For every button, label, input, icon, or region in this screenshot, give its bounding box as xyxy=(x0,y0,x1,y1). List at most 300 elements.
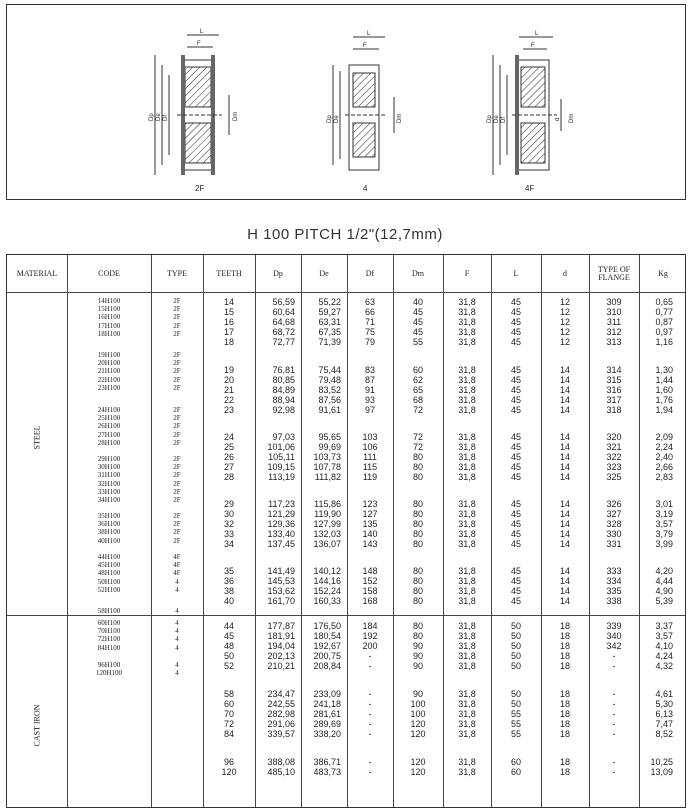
cell-de: 180,54 xyxy=(313,631,341,641)
type-block xyxy=(151,607,203,615)
cell-de: 281,61 xyxy=(313,709,341,719)
cell-l: 45 xyxy=(510,539,521,549)
cell-de: 127,99 xyxy=(313,519,341,529)
cell-d: 14 xyxy=(559,365,570,375)
code: 16H100 xyxy=(97,313,121,322)
cell-dp: 141,49 xyxy=(267,566,295,576)
cell-kg: 3,19 xyxy=(655,509,673,519)
cell-de: 115,86 xyxy=(314,499,341,509)
column-l xyxy=(491,297,541,347)
cell-d: 18 xyxy=(559,757,570,767)
cell-teeth: 35 xyxy=(223,566,234,576)
cell-l: 50 xyxy=(510,641,521,651)
cell-df: 87 xyxy=(364,375,375,385)
cell-flange: 323 xyxy=(606,462,622,472)
cell-kg: 3,57 xyxy=(655,519,673,529)
cell-flange: - xyxy=(612,757,616,767)
cell-d: 14 xyxy=(559,442,570,452)
code-block xyxy=(67,406,151,447)
cell-flange: 326 xyxy=(606,499,622,509)
cell-dp: 105,11 xyxy=(268,452,295,462)
cell-kg: 2,24 xyxy=(655,442,673,452)
type-block xyxy=(151,406,203,447)
cell-kg: 6,13 xyxy=(655,709,673,719)
column-flange xyxy=(589,689,639,739)
cell-dp: 177,87 xyxy=(267,621,295,631)
material-cast-iron: CAST IRON xyxy=(32,704,42,747)
cell-teeth: 32 xyxy=(223,519,234,529)
column-flange xyxy=(589,297,639,347)
code: 50H100 xyxy=(97,577,121,586)
cell-teeth: 34 xyxy=(223,539,234,549)
cell-d: 18 xyxy=(559,641,570,651)
cell-dm: 90 xyxy=(412,641,423,651)
pulley-spec-table xyxy=(6,254,686,808)
type: 2F xyxy=(173,455,181,463)
code: 26H100 xyxy=(97,422,121,431)
cell-teeth: 36 xyxy=(223,576,234,586)
column-flange xyxy=(589,499,639,549)
cell-d: 12 xyxy=(559,307,570,317)
cell-df: - xyxy=(368,757,372,767)
column-kg xyxy=(639,432,687,482)
cell-teeth: 28 xyxy=(223,472,234,482)
cell-l: 50 xyxy=(510,689,521,699)
cell-l: 55 xyxy=(510,719,521,729)
cell-l: 50 xyxy=(510,699,521,709)
code: 27H100 xyxy=(97,430,121,439)
dim-L: L xyxy=(367,31,371,37)
header-code: CODE xyxy=(98,268,120,278)
column-flange xyxy=(589,757,639,777)
cell-d: 14 xyxy=(559,462,570,472)
type: 2F xyxy=(173,351,181,359)
column-d xyxy=(541,689,589,739)
cell-kg: 2,40 xyxy=(655,452,673,462)
code: 36H100 xyxy=(97,520,121,529)
cell-dm: 120 xyxy=(410,767,426,777)
cell-flange: - xyxy=(612,767,616,777)
cell-flange: 321 xyxy=(606,442,622,452)
cell-kg: 3,01 xyxy=(655,499,673,509)
header-dm: Dm xyxy=(412,268,424,278)
column-dp xyxy=(255,432,301,482)
cell-de: 107,78 xyxy=(313,462,341,472)
cell-l: 45 xyxy=(510,596,521,606)
cell-dp: 109,15 xyxy=(267,462,295,472)
cell-de: 59,27 xyxy=(318,307,341,317)
cell-df: 135 xyxy=(362,519,378,529)
column-l xyxy=(491,432,541,482)
cell-df: 158 xyxy=(362,586,378,596)
caption-4: 4 xyxy=(363,184,368,193)
cell-f: 31,8 xyxy=(458,709,476,719)
cell-flange: 315 xyxy=(606,375,622,385)
cell-de: 233,09 xyxy=(313,689,341,699)
dim-L: L xyxy=(200,29,204,35)
cell-de: 132,03 xyxy=(313,529,341,539)
cell-d: 14 xyxy=(559,499,570,509)
material-steel: STEEL xyxy=(32,425,42,450)
cell-kg: 10,25 xyxy=(650,757,673,767)
cell-df: 103 xyxy=(362,432,378,442)
column-de xyxy=(301,499,347,549)
cell-de: 338,20 xyxy=(313,729,341,739)
cell-teeth: 48 xyxy=(223,641,234,651)
column-teeth xyxy=(203,365,255,415)
cell-f: 31,8 xyxy=(458,499,476,509)
header-type: TYPE xyxy=(167,268,187,278)
cell-f: 31,8 xyxy=(458,385,476,395)
cell-teeth: 72 xyxy=(223,719,234,729)
code: 29H100 xyxy=(97,455,121,463)
cell-l: 55 xyxy=(510,729,521,739)
cell-de: 99,69 xyxy=(318,442,341,452)
cell-kg: 4,10 xyxy=(655,641,673,651)
column-l xyxy=(491,621,541,671)
code: 23H100 xyxy=(97,383,121,392)
cell-de: 140,12 xyxy=(313,566,341,576)
cell-df: 79 xyxy=(364,337,375,347)
column-l xyxy=(491,365,541,415)
cell-flange: 318 xyxy=(606,405,622,415)
code: 120H100 xyxy=(95,669,123,678)
column-f xyxy=(443,566,491,606)
cell-df: 148 xyxy=(362,566,378,576)
column-flange xyxy=(589,432,639,482)
type: 4F xyxy=(173,561,181,570)
column-de xyxy=(301,566,347,606)
cell-dm: 120 xyxy=(410,719,426,729)
cell-f: 31,8 xyxy=(458,442,476,452)
cell-f: 31,8 xyxy=(458,566,476,576)
column-df xyxy=(347,566,393,606)
type: 4 xyxy=(175,607,179,615)
cell-dp: 388,08 xyxy=(267,757,295,767)
diagram-4f xyxy=(487,31,575,193)
cell-kg: 13,09 xyxy=(650,767,673,777)
code: 35H100 xyxy=(97,512,121,520)
cell-flange: 314 xyxy=(606,365,622,375)
code-block xyxy=(67,455,151,504)
cell-de: 111,82 xyxy=(314,472,341,482)
code: 28H100 xyxy=(97,438,121,447)
type: 2F xyxy=(173,375,181,384)
cell-flange: 317 xyxy=(606,395,622,405)
cell-d: 14 xyxy=(559,539,570,549)
cell-dp: 56,59 xyxy=(272,297,295,307)
cell-df: - xyxy=(368,699,372,709)
cell-dm: 100 xyxy=(410,699,426,709)
cell-dm: 40 xyxy=(412,297,423,307)
dim-L: L xyxy=(535,31,539,37)
cell-kg: 4,61 xyxy=(655,689,673,699)
cell-flange: 334 xyxy=(606,576,622,586)
cell-d: 14 xyxy=(559,529,570,539)
cell-teeth: 120 xyxy=(221,767,237,777)
dim-Df: Df xyxy=(163,115,169,121)
cell-flange: 331 xyxy=(606,539,622,549)
cell-d: 14 xyxy=(559,596,570,606)
cell-dm: 80 xyxy=(412,462,423,472)
page-title: H 100 PITCH 1/2"(12,7mm) xyxy=(247,226,443,243)
cell-f: 31,8 xyxy=(458,529,476,539)
column-kg xyxy=(639,365,687,415)
cell-de: 63,31 xyxy=(318,317,341,327)
cell-l: 45 xyxy=(510,375,521,385)
cell-teeth: 44 xyxy=(223,621,234,631)
column-dm xyxy=(393,689,443,739)
dim-Df: Df xyxy=(501,117,507,123)
cell-f: 31,8 xyxy=(458,297,476,307)
header-l: L xyxy=(513,268,519,278)
cell-dp: 80,85 xyxy=(272,375,295,385)
cell-d: 18 xyxy=(559,729,570,739)
cell-dp: 84,89 xyxy=(272,385,295,395)
type: 4F xyxy=(173,569,181,578)
column-l xyxy=(491,757,541,777)
cell-dm: 120 xyxy=(410,729,426,739)
cell-l: 45 xyxy=(510,297,521,307)
cell-d: 14 xyxy=(559,586,570,596)
code: 48H100 xyxy=(97,569,121,578)
cell-kg: 5,39 xyxy=(655,596,673,606)
type: 2F xyxy=(173,479,181,488)
type: 4 xyxy=(175,627,179,636)
cell-teeth: 60 xyxy=(223,699,234,709)
cell-kg: 0,87 xyxy=(655,317,673,327)
code-block xyxy=(67,661,151,677)
cell-d: 12 xyxy=(559,317,570,327)
cell-teeth: 70 xyxy=(223,709,234,719)
cell-df: - xyxy=(368,709,372,719)
cell-f: 31,8 xyxy=(458,462,476,472)
cell-kg: 3,79 xyxy=(655,529,673,539)
cell-flange: - xyxy=(612,689,616,699)
header-de: De xyxy=(319,268,329,278)
code: 24H100 xyxy=(97,406,121,414)
code: 45H100 xyxy=(97,561,121,570)
column-df xyxy=(347,689,393,739)
cell-l: 45 xyxy=(510,385,521,395)
type: 2F xyxy=(173,536,181,545)
cell-dp: 210,21 xyxy=(267,661,295,671)
type: 2F xyxy=(173,305,181,314)
column-de xyxy=(301,297,347,347)
cell-f: 31,8 xyxy=(458,405,476,415)
cell-l: 45 xyxy=(510,509,521,519)
column-flange xyxy=(589,566,639,606)
cell-l: 45 xyxy=(510,586,521,596)
column-dp xyxy=(255,499,301,549)
cell-df: - xyxy=(368,767,372,777)
cell-teeth: 27 xyxy=(223,462,234,472)
cell-dm: 90 xyxy=(412,689,423,699)
type: 2F xyxy=(173,487,181,496)
pulley-diagram-panel xyxy=(6,4,686,200)
cell-dp: 291,06 xyxy=(267,719,295,729)
cell-l: 50 xyxy=(510,631,521,641)
type: 2F xyxy=(173,520,181,529)
column-dm xyxy=(393,297,443,347)
cell-l: 45 xyxy=(510,405,521,415)
cell-l: 50 xyxy=(510,651,521,661)
column-f xyxy=(443,689,491,739)
code: 25H100 xyxy=(97,414,121,423)
caption-4f: 4F xyxy=(525,184,535,193)
cell-df: - xyxy=(368,729,372,739)
code: 31H100 xyxy=(97,471,121,480)
cell-flange: - xyxy=(612,729,616,739)
caption-2f: 2F xyxy=(195,184,205,193)
cell-flange: - xyxy=(612,719,616,729)
code: 15H100 xyxy=(97,305,121,314)
cell-dp: 145,53 xyxy=(267,576,295,586)
cell-teeth: 21 xyxy=(223,385,234,395)
cell-df: - xyxy=(368,651,372,661)
cell-teeth: 23 xyxy=(223,405,234,415)
cell-kg: 4,44 xyxy=(655,576,673,586)
cell-flange: 328 xyxy=(606,519,622,529)
column-df xyxy=(347,297,393,347)
column-d xyxy=(541,365,589,415)
cell-dp: 64,68 xyxy=(272,317,295,327)
cell-f: 31,8 xyxy=(458,472,476,482)
type-block xyxy=(151,619,203,652)
cell-d: 18 xyxy=(559,651,570,661)
code: 70H100 xyxy=(97,627,121,636)
type: 4 xyxy=(175,669,179,678)
cell-dm: 60 xyxy=(412,365,423,375)
code: 96H100 xyxy=(97,661,121,669)
cell-de: 192,67 xyxy=(313,641,341,651)
cell-l: 45 xyxy=(510,452,521,462)
cell-flange: 327 xyxy=(606,509,622,519)
code: 22H100 xyxy=(97,375,121,384)
cell-dp: 339,57 xyxy=(267,729,295,739)
cell-l: 55 xyxy=(510,709,521,719)
code-block xyxy=(67,619,151,652)
cell-de: 95,65 xyxy=(318,432,341,442)
column-teeth xyxy=(203,432,255,482)
code-block xyxy=(67,553,151,594)
cell-teeth: 45 xyxy=(223,631,234,641)
cell-de: 152,24 xyxy=(313,586,341,596)
cell-kg: 4,24 xyxy=(655,651,673,661)
cell-d: 18 xyxy=(559,709,570,719)
column-kg xyxy=(639,499,687,549)
type: 4 xyxy=(175,619,179,627)
cell-l: 45 xyxy=(510,365,521,375)
code: 17H100 xyxy=(97,321,121,330)
cell-dm: 45 xyxy=(412,307,423,317)
cell-teeth: 16 xyxy=(223,317,234,327)
cell-kg: 4,20 xyxy=(655,566,673,576)
cell-l: 45 xyxy=(510,566,521,576)
code: 40H100 xyxy=(97,536,121,545)
cell-flange: - xyxy=(612,699,616,709)
type: 2F xyxy=(173,463,181,472)
cell-dm: 80 xyxy=(412,472,423,482)
column-dp xyxy=(255,365,301,415)
type-block xyxy=(151,512,203,545)
cell-f: 31,8 xyxy=(458,395,476,405)
header-f: F xyxy=(464,268,470,278)
type: 2F xyxy=(173,414,181,423)
cell-dm: 55 xyxy=(412,337,423,347)
cell-df: 184 xyxy=(362,621,378,631)
cell-df: 127 xyxy=(362,509,378,519)
type: 2F xyxy=(173,367,181,376)
cell-dm: 80 xyxy=(412,529,423,539)
cell-d: 14 xyxy=(559,509,570,519)
cell-teeth: 18 xyxy=(223,337,234,347)
cell-de: 119,90 xyxy=(314,509,341,519)
column-dm xyxy=(393,432,443,482)
cell-df: 143 xyxy=(362,539,378,549)
column-de xyxy=(301,689,347,739)
dim-De: De xyxy=(156,113,162,121)
column-teeth xyxy=(203,499,255,549)
cell-d: 14 xyxy=(559,472,570,482)
cell-flange: 325 xyxy=(606,472,622,482)
cell-dm: 45 xyxy=(412,317,423,327)
cell-de: 136,07 xyxy=(313,539,341,549)
cell-flange: 340 xyxy=(606,631,622,641)
column-de xyxy=(301,432,347,482)
type-block xyxy=(151,351,203,392)
cell-f: 31,8 xyxy=(458,631,476,641)
cell-teeth: 25 xyxy=(223,442,234,452)
column-l xyxy=(491,566,541,606)
code: 20H100 xyxy=(97,359,121,368)
column-teeth xyxy=(203,689,255,739)
cell-df: 115 xyxy=(362,462,378,472)
cell-dm: 120 xyxy=(410,757,426,767)
cell-dp: 113,19 xyxy=(268,472,295,482)
cell-d: 14 xyxy=(559,576,570,586)
type: 2F xyxy=(173,422,181,431)
cell-kg: 1,76 xyxy=(655,395,673,405)
code: 33H100 xyxy=(97,487,121,496)
code: 21H100 xyxy=(97,367,121,376)
column-d xyxy=(541,432,589,482)
cell-f: 31,8 xyxy=(458,641,476,651)
dim-F: F xyxy=(363,43,367,49)
column-kg xyxy=(639,566,687,606)
cell-dp: 60,64 xyxy=(272,307,295,317)
cell-dm: 72 xyxy=(412,432,423,442)
type: 4F xyxy=(173,553,181,561)
cell-f: 31,8 xyxy=(458,621,476,631)
cell-dm: 90 xyxy=(412,651,423,661)
column-df xyxy=(347,499,393,549)
cell-dp: 202,13 xyxy=(267,651,295,661)
cell-dp: 181,91 xyxy=(267,631,295,641)
cell-f: 31,8 xyxy=(458,596,476,606)
dim-Dm: Dm xyxy=(397,113,403,123)
cell-kg: 0,77 xyxy=(655,307,673,317)
cell-de: 75,44 xyxy=(318,365,341,375)
code: 52H100 xyxy=(97,585,121,594)
header-dp: Dp xyxy=(273,268,283,278)
cell-d: 14 xyxy=(559,375,570,385)
cell-kg: 3,99 xyxy=(655,539,673,549)
type-block xyxy=(151,553,203,594)
cell-dm: 45 xyxy=(412,327,423,337)
cell-teeth: 96 xyxy=(223,757,234,767)
cell-d: 14 xyxy=(559,405,570,415)
